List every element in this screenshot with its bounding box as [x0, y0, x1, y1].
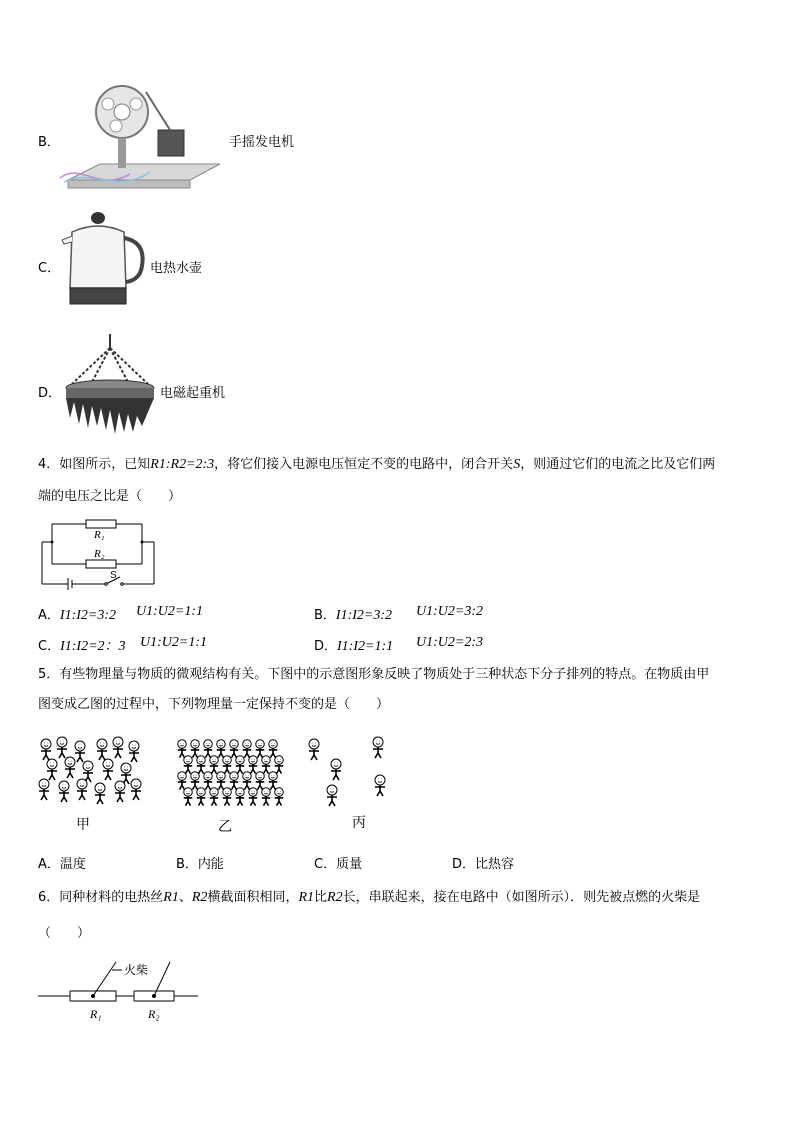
q4-option-d[interactable] [314, 635, 393, 655]
liquid-molecule [57, 737, 67, 758]
q4-option-c-current: I1:I2=2：3 [60, 639, 126, 654]
solid-molecule [262, 788, 271, 806]
solid-molecule [204, 772, 213, 790]
q4-circuit-diagram [38, 514, 160, 590]
q5-option-d-text: 比热容 [475, 857, 515, 872]
q4-option-b-voltage: U1:U2=3:2 [416, 604, 483, 619]
solid-molecule [230, 772, 239, 790]
solid-molecule [178, 740, 187, 758]
q6-fig-r1-label: R₁ [90, 1007, 102, 1021]
solid-molecule [191, 772, 200, 790]
gas-molecule [309, 739, 319, 760]
q5-option-c-text: 质量 [336, 857, 363, 872]
solid-molecule [269, 772, 278, 790]
solid-molecule [178, 772, 187, 790]
q6-stem-line2: （ ） [38, 926, 91, 941]
solid-molecule [210, 756, 219, 774]
hand-crank-generator-image [60, 82, 228, 197]
q4-switch-symbol: S [513, 457, 521, 472]
q5-label-yi: 乙 [218, 819, 232, 835]
option-d-letter: D． [38, 386, 62, 401]
option-b-text: 手摇发电机 [229, 135, 295, 150]
q4-option-d-letter: D． [314, 639, 338, 654]
solid-molecule [223, 756, 232, 774]
liquid-molecule [77, 779, 87, 800]
solid-molecule [275, 788, 284, 806]
liquid-molecule [83, 761, 93, 782]
solid-molecule [217, 740, 226, 758]
liquid-molecule [39, 779, 49, 800]
liquid-molecule [47, 759, 57, 780]
q5-option-a-letter: A． [38, 857, 60, 872]
q4-option-d-voltage-wrap [416, 635, 483, 651]
q6-fig-r2-label: R₂ [148, 1007, 160, 1021]
q6-fig-match-label: 火柴 [124, 963, 149, 977]
q6-number: 6． [38, 890, 60, 905]
q5-option-a[interactable] [38, 853, 86, 872]
solid-molecule [184, 756, 193, 774]
q4-option-a-letter: A． [38, 608, 60, 623]
q6-r2-second: R2 [327, 890, 343, 905]
liquid-molecule [95, 783, 105, 804]
option-c-letter: C． [38, 261, 61, 276]
solid-molecule [262, 756, 271, 774]
q4-ratio: R1:R2=2:3 [150, 457, 215, 472]
solid-molecule [236, 756, 245, 774]
q4-option-d-current: I1:I2=1:1 [337, 639, 394, 654]
q4-stem-line2: 端的电压之比是（ ） [38, 489, 182, 504]
liquid-molecule [41, 739, 51, 760]
solid-molecule [275, 756, 284, 774]
q4-text-c: ，则通过它们的电流之比及它们两 [520, 457, 716, 472]
liquid-molecule [75, 741, 85, 762]
q5-stem-line2: 图变成乙图的过程中，下列物理量一定保持不变的是（ ） [38, 697, 390, 712]
q6-text-d: 长，串联起来，接在电路中（如图所示）．则先被点燃的火柴是 [342, 890, 701, 905]
q5-label-jia: 甲 [76, 817, 90, 833]
liquid-molecule [115, 781, 125, 802]
solid-molecule [204, 740, 213, 758]
q6-sep: 、 [178, 890, 192, 905]
q4-stem-line1 [38, 452, 715, 478]
liquid-molecule [113, 737, 123, 758]
q5-label-bing: 丙 [352, 815, 366, 831]
solid-molecule [249, 756, 258, 774]
option-d-text: 电磁起重机 [160, 386, 226, 401]
q5-option-b[interactable] [176, 853, 224, 872]
solid-molecule [256, 772, 265, 790]
q4-fig-switch-label: S [110, 570, 117, 581]
gas-molecule [373, 737, 383, 758]
q4-option-a-voltage-wrap [136, 604, 203, 620]
q4-number: 4． [38, 457, 60, 472]
q4-option-b-letter: B． [314, 608, 336, 623]
q4-option-b-current: I1:I2=3:2 [335, 608, 393, 623]
solid-molecule [191, 740, 200, 758]
q4-option-d-voltage: U1:U2=2:3 [416, 635, 483, 650]
option-c-text: 电热水壶 [150, 261, 203, 276]
solid-molecule [230, 740, 239, 758]
q5-figure-jia-liquid [36, 734, 144, 814]
q5-number: 5． [38, 667, 60, 682]
solid-molecule [249, 788, 258, 806]
q5-figure-bing-gas [300, 734, 396, 814]
q6-r2-first: R2 [191, 890, 208, 905]
electromagnetic-crane-image [62, 334, 158, 440]
solid-molecule [210, 788, 219, 806]
gas-molecule [375, 775, 385, 796]
q4-option-c-voltage: U1:U2=1:1 [140, 635, 207, 650]
q4-option-b-voltage-wrap [416, 604, 483, 620]
electric-kettle-image [62, 210, 148, 310]
gas-molecule [327, 785, 337, 806]
q5-option-c-letter: C． [314, 857, 337, 872]
gas-molecule [331, 759, 341, 780]
q6-series-resistor-diagram [38, 956, 200, 1026]
q6-text-a: 同种材料的电热丝 [59, 890, 164, 905]
option-b-letter: B． [38, 135, 60, 150]
solid-molecule [256, 740, 265, 758]
solid-molecule [197, 788, 206, 806]
q6-text-b: 横截面积相同， [207, 890, 299, 905]
solid-molecule [243, 772, 252, 790]
q4-fig-r1-label: R₁ [94, 529, 105, 541]
q5-option-c[interactable] [314, 853, 362, 872]
q4-text-a: 如图所示，已知 [59, 457, 151, 472]
q5-option-d-letter: D． [452, 857, 476, 872]
liquid-molecule [103, 759, 113, 780]
liquid-molecule [59, 781, 69, 802]
solid-molecule [217, 772, 226, 790]
liquid-molecule [131, 779, 141, 800]
q4-option-c-voltage-wrap [140, 635, 207, 651]
q5-option-d[interactable] [452, 853, 514, 872]
q4-text-b: ，将它们接入电源电压恒定不变的电路中，闭合开关 [214, 457, 514, 472]
q4-option-a-current: I1:I2=3:2 [59, 608, 117, 623]
q5-stem-line1 [38, 662, 709, 688]
q6-text-c: 比 [314, 890, 328, 905]
q6-r1-second: R1 [298, 890, 315, 905]
solid-molecule [243, 740, 252, 758]
q5-option-a-text: 温度 [59, 857, 86, 872]
solid-molecule [184, 788, 193, 806]
q4-option-b[interactable] [314, 604, 392, 624]
liquid-molecule [129, 741, 139, 762]
q5-option-b-text: 内能 [197, 857, 224, 872]
q4-option-a-voltage: U1:U2=1:1 [136, 604, 203, 619]
q5-option-b-letter: B． [176, 857, 198, 872]
q4-fig-r2-label: R₂ [94, 548, 105, 560]
q5-text-line1: 有些物理量与物质的微观结构有关。下图中的示意图形象反映了物质处于三种状态下分子排列的特点。在物质由甲 [59, 667, 710, 682]
q6-r1-first: R1 [163, 890, 179, 905]
q5-figure-yi-solid [172, 736, 280, 816]
liquid-molecule [121, 763, 131, 784]
solid-molecule [223, 788, 232, 806]
solid-molecule [236, 788, 245, 806]
solid-molecule [197, 756, 206, 774]
liquid-molecule [97, 739, 107, 760]
q4-option-a[interactable] [38, 604, 116, 624]
solid-molecule [269, 740, 278, 758]
q4-option-c[interactable] [38, 635, 126, 655]
q6-stem-line1 [38, 885, 700, 911]
liquid-molecule [65, 757, 75, 778]
q4-option-c-letter: C． [38, 639, 61, 654]
